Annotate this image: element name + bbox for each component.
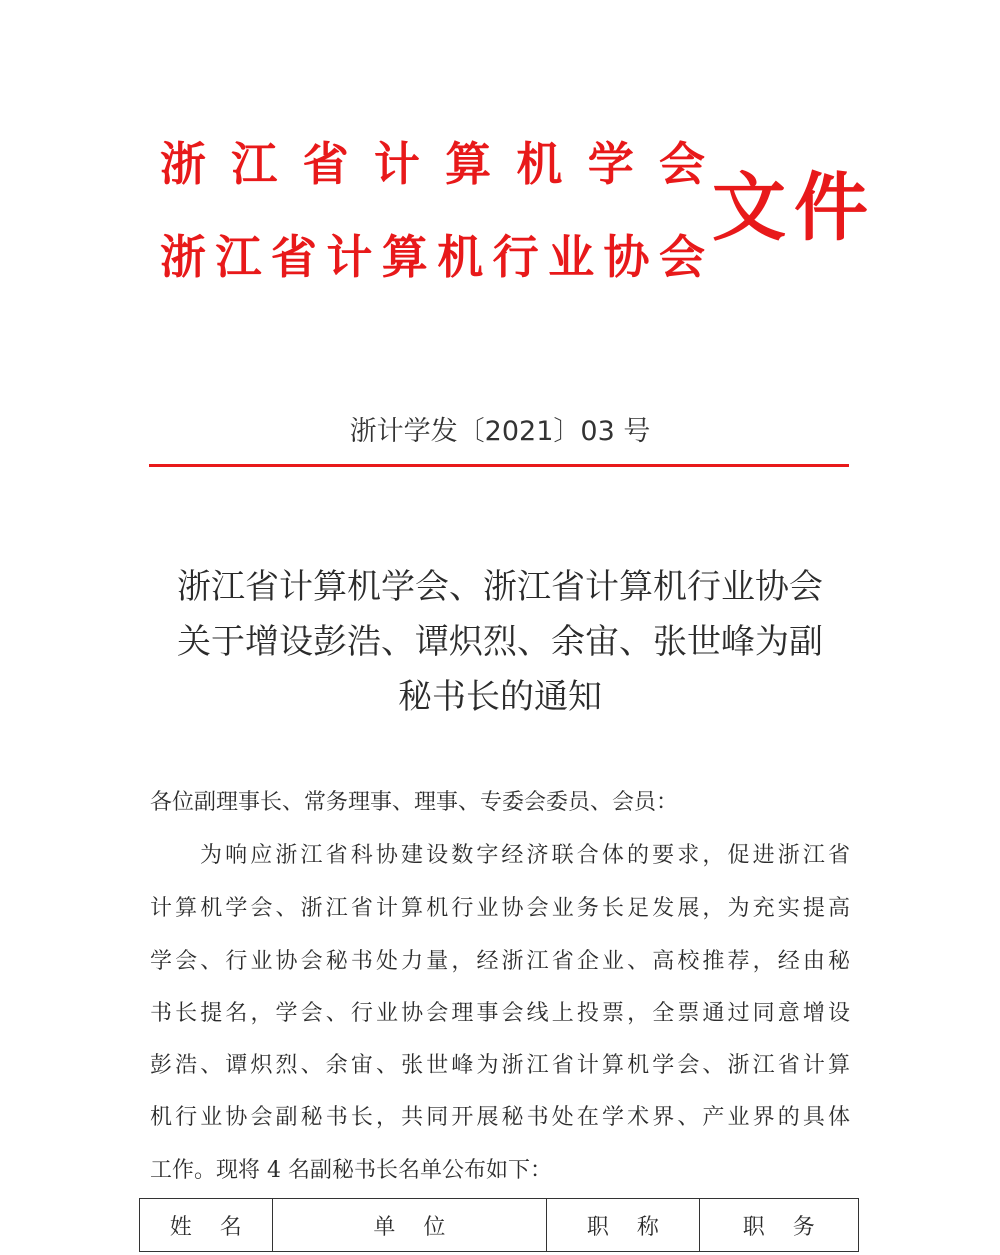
org2-char: 省 xyxy=(270,230,317,284)
body-paragraph-line: 书长提名，学会、行业协会理事会线上投票，全票通过同意增设 xyxy=(150,1001,850,1026)
org2-char: 机 xyxy=(437,230,484,284)
body-paragraph-line: 学会、行业协会秘书处力量，经浙江省企业、高校推荐，经由秘 xyxy=(150,949,850,974)
file-label: 文件 xyxy=(712,165,876,251)
org1-char: 计 xyxy=(373,137,420,191)
org1-char: 会 xyxy=(658,137,705,191)
org1-char: 江 xyxy=(231,137,278,191)
org2-char: 业 xyxy=(548,230,595,284)
header-title: 职 称 xyxy=(547,1199,699,1252)
body-paragraph-line: 机行业协会副秘书长，共同开展秘书处在学术界、产业界的具体 xyxy=(150,1105,850,1130)
document-number: 浙计学发〔2021〕03 号 xyxy=(349,416,651,447)
notice-title xyxy=(150,560,850,725)
salutation: 各位副理事长、常务理事、理事、专委会委员、会员： xyxy=(150,790,679,815)
org2-char: 会 xyxy=(658,230,705,284)
org1-char: 浙 xyxy=(160,137,206,191)
body-paragraph-line: 工作。现将 4 名副秘书长名单公布如下： xyxy=(150,1158,552,1183)
org2-char: 协 xyxy=(603,230,650,284)
title-line: 秘书长的通知 xyxy=(398,677,602,717)
body-paragraph-line: 计算机学会、浙江省计算机行业协会业务长足发展，为充实提高 xyxy=(150,896,850,921)
org1-char: 算 xyxy=(445,137,492,191)
org1-char: 学 xyxy=(587,137,634,191)
org2-char: 行 xyxy=(492,230,539,284)
org-name-computer-federation xyxy=(160,136,705,192)
deputy-secretary-roster-table xyxy=(139,1198,859,1252)
body-paragraph-line: 彭浩、谭炽烈、余宙、张世峰为浙江省计算机学会、浙江省计算 xyxy=(150,1053,850,1078)
org1-char: 机 xyxy=(516,137,563,191)
header-name: 姓 名 xyxy=(140,1199,273,1252)
table-header-row xyxy=(140,1199,859,1252)
org2-char: 计 xyxy=(326,230,373,284)
org2-char: 江 xyxy=(215,230,262,284)
header-position: 职 务 xyxy=(699,1199,858,1252)
org1-char: 省 xyxy=(302,137,349,191)
title-line: 浙江省计算机学会、浙江省计算机行业协会 xyxy=(177,567,823,607)
body-paragraph-line: 为响应浙江省科协建设数字经济联合体的要求，促进浙江省 xyxy=(200,843,850,868)
org2-char: 浙 xyxy=(160,230,206,284)
org2-char: 算 xyxy=(381,230,428,284)
title-line: 关于增设彭浩、谭炽烈、余宙、张世峰为副 xyxy=(177,622,823,662)
org-name-industry-association xyxy=(160,229,705,285)
red-divider-line xyxy=(149,464,849,467)
header-unit: 单 位 xyxy=(272,1199,547,1252)
